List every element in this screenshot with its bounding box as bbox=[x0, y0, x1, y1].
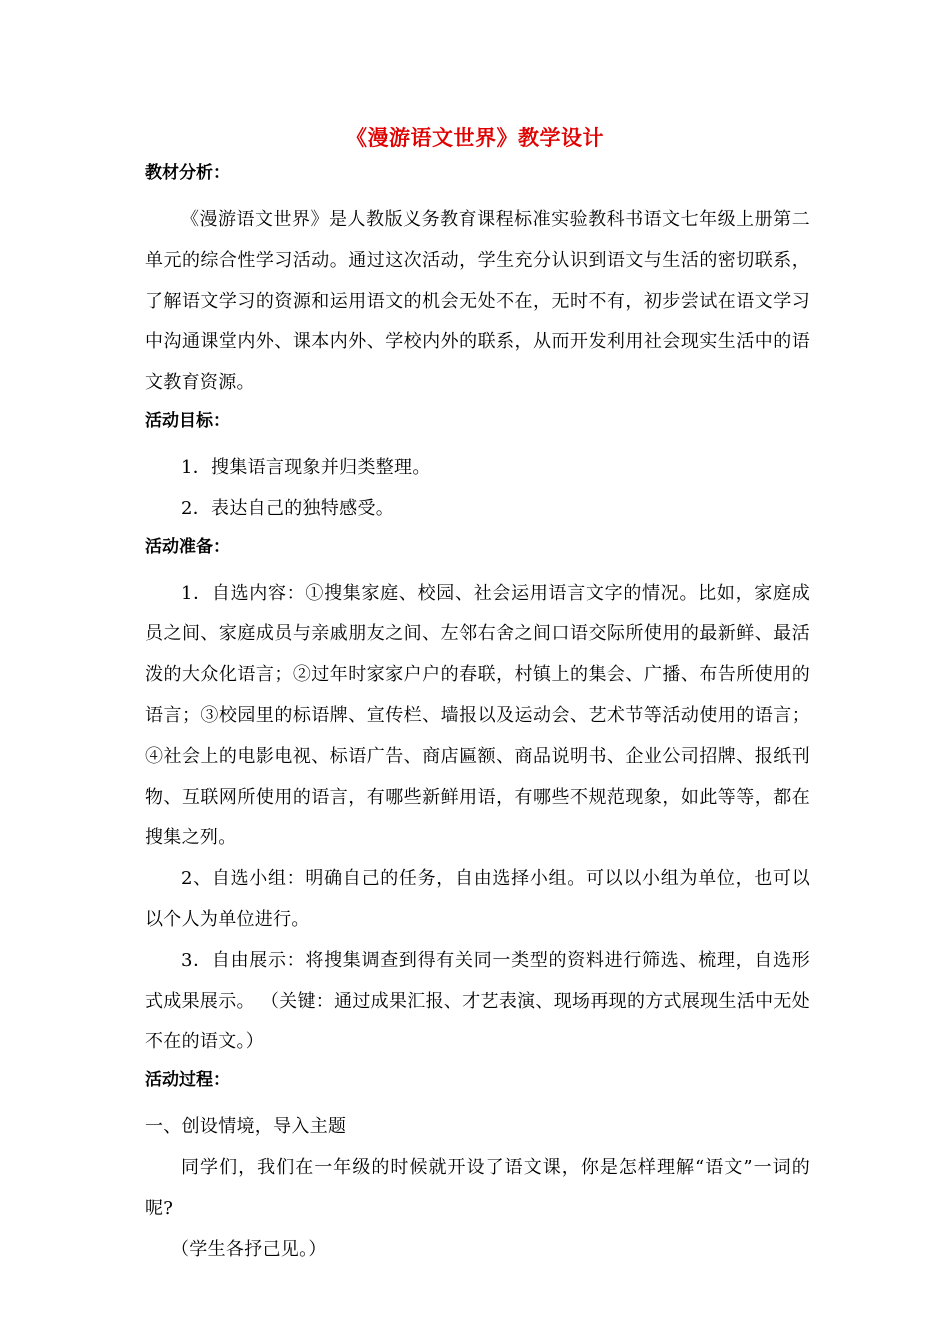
preparation-paragraph-1: 1．自选内容：①搜集家庭、校园、社会运用语言文字的情况。比如，家庭成员之间、家庭成员与亲戚朋友之间、左邻右舍之间口语交际所使用的最新鲜、最活泼的大众化语言；②过年时家家户户的春联，村镇上的集会、广播、布告所使用的语言；③校园里的标语牌、宣传栏、墙报以及运动会、艺术节等活动使用的语言；④社会上的电影电视、标语广告、商店匾额、商品说明书、企业公司招牌、报纸刊物、互联网所使用的语言，有哪些新鲜用语，有哪些不规范现象，如此等等，都在搜集之列。 bbox=[145, 582, 810, 849]
section-heading-process: 活动过程： bbox=[145, 1070, 230, 1091]
process-note: （学生各抒己见。） bbox=[171, 1238, 327, 1260]
analysis-paragraph: 《漫游语文世界》是人教版义务教育课程标准实验教科书语文七年级上册第二单元的综合性学习活动。通过这次活动，学生充分认识到语文与生活的密切联系，了解语文学习的资源和运用语文的机会无处不在，无时不有，初步尝试在语文学习中沟通课堂内外、课本内外、学校内外的联系，从而开发利用社会现实生活中的语文教育资源。 bbox=[145, 209, 810, 394]
section-heading-analysis: 教材分析： bbox=[145, 163, 230, 183]
process-step-heading: 一、创设情境，导入主题 bbox=[145, 1116, 347, 1138]
goal-item: 1．搜集语言现象并归类整理。 bbox=[181, 456, 431, 478]
document-body bbox=[145, 160, 810, 1270]
preparation-paragraph-3: 3．自由展示：将搜集调查到得有关同一类型的资料进行筛选、梳理，自选形式成果展示。 （关键：通过成果汇报、才艺表演、现场再现的方式展现生活中无处不在的语文。） bbox=[145, 949, 810, 1053]
preparation-paragraph-2: 2、自选小组：明确自己的任务，自由选择小组。可以以小组为单位，也可以以个人为单位进行。 bbox=[145, 868, 810, 930]
process-paragraph: 同学们，我们在一年级的时候就开设了语文课，你是怎样理解“语文”一词的呢? bbox=[145, 1156, 810, 1219]
document-title: 《漫游语文世界》教学设计 bbox=[346, 126, 604, 150]
section-heading-goals: 活动目标： bbox=[145, 410, 230, 431]
section-heading-preparation: 活动准备： bbox=[145, 536, 230, 557]
goal-item: 2．表达自己的独特感受。 bbox=[181, 497, 395, 519]
